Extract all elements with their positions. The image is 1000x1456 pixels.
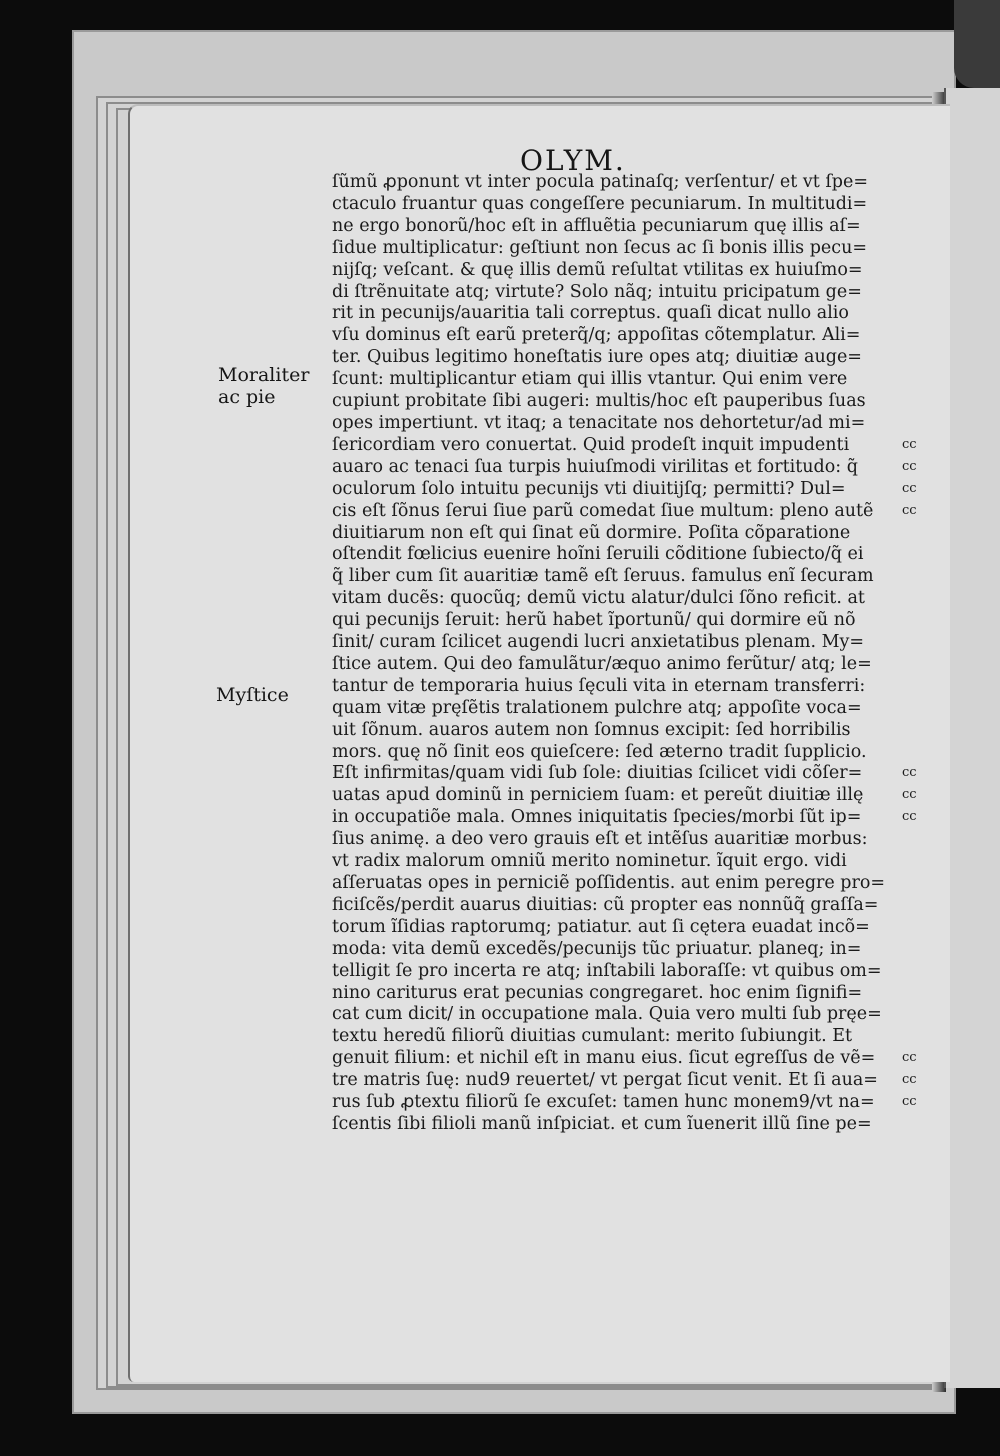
text-line: cat cum dicit/ in occupatione mala. Quia vero multi ſub pręe=: [332, 1004, 882, 1025]
text-line: in occupatiõe mala. Omnes iniquitatis ſpecies/morbi ſũt ip=: [332, 807, 862, 828]
text-line: nino cariturus erat pecunias congregaret. hoc enim ſignifi=: [332, 982, 863, 1003]
quotation-mark: cc: [902, 1050, 917, 1065]
text-line: ſũmũ ꝓponunt vt inter pocula patinaſq; verſentur/ et vt ſpe=: [332, 172, 869, 192]
text-line: textu heredũ filiorũ diuitias cumulant: merito ſubiungit. Et: [332, 1026, 853, 1047]
binding-ribbon: [954, 0, 1000, 88]
text-line: rus ſub ꝓtextu filiorũ ſe excuſet: tamen hunc monem9/vt na=: [332, 1092, 875, 1113]
quotation-mark: cc: [902, 765, 917, 781]
text-line: q̃ liber cum ſit auaritiæ tamẽ eſt ſeruus. famulus enĩ ſecuram: [332, 566, 874, 587]
quotation-mark: cc: [902, 809, 917, 825]
text-line: auaro ac tenaci ſua turpis huiuſmodi virilitas et fortitudo: q̃: [332, 456, 858, 477]
text-line: torum ĩſidias raptorumq; patiatur. aut ſi cętera euadat incõ=: [332, 916, 870, 937]
text-line: ſtice autem. Qui deo famulãtur/æquo animo ferũtur/ atq; le=: [332, 653, 872, 674]
text-line: aſſeruatas opes in perniciẽ poſſidentis. aut enim peregre pro=: [332, 873, 886, 893]
text-line: ſinit/ curam ſcilicet augendi lucri anxietatibus plenam. My=: [332, 632, 865, 653]
text-line: tre matris ſuę: nud9 reuertet/ vt pergat ſicut venit. Et ſi aua=: [332, 1070, 878, 1091]
text-line: Eſt infirmitas/quam vidi ſub ſole: diuitias ſcilicet vidi cõſer=: [332, 763, 863, 784]
text-line: vſu dominus eſt earũ preterq̃/q; appoſitas cõtemplatur. Ali=: [332, 325, 861, 346]
text-line: genuit filium: et nichil eſt in manu eius. ſicut egreſſus de vẽ=: [332, 1048, 876, 1069]
text-line: ſcunt: multiplicantur etiam qui illis vtantur. Qui enim vere: [332, 369, 848, 390]
text-line: uatas apud dominũ in perniciem ſuam: et pereũt diuitiæ illę: [332, 785, 864, 806]
facing-page-edge: [944, 88, 1000, 1388]
text-line: mors. quę nõ ſinit eos quieſcere: ſed æterno tradit ſupplicio.: [332, 741, 867, 762]
quotation-mark: cc: [902, 787, 917, 803]
body-text-block: [332, 172, 902, 1136]
text-line: oculorum ſolo intuitu pecunijs vti diuitijſq; permitti? Dul=: [332, 478, 846, 499]
text-line: diuitiarum non eſt qui ſinat eũ dormire. Poſita cõparatione: [332, 522, 851, 543]
quotation-mark: cc: [902, 1093, 917, 1109]
quotation-mark: cc: [902, 502, 917, 518]
text-line: opes impertiunt. vt itaq; a tenacitate nos dehortetur/ad mi=: [332, 412, 866, 433]
running-title: OLYM.: [520, 144, 626, 177]
margin-note-line: ac pie: [218, 386, 276, 408]
text-line: ne ergo bonorũ/hoc eſt in affluẽtia pecuniarum quę illis aſ=: [332, 215, 861, 236]
text-line: vt radix malorum omniũ merito nominetur. ĩquit ergo. vidi: [332, 851, 847, 872]
text-line: qui pecunijs ſeruit: herũ habet ĩportunũ/ qui dormire eũ nõ: [332, 610, 856, 631]
text-line: ctaculo fruantur quas congeſſere pecuniarum. In multitudi=: [332, 193, 868, 214]
text-line: nijſq; veſcant. & quę illis demũ reſultat vtilitas ex huiuſmo=: [332, 259, 863, 280]
quotation-mark: cc: [902, 458, 917, 474]
text-line: ſcentis ſibi filioli manũ inſpiciat. et cum ĩuenerit illũ ſine pe=: [332, 1113, 872, 1134]
text-line: tantur de temporaria huius ſęculi vita in eternam transferri:: [332, 675, 866, 696]
text-line: oſtendit fœlicius euenire hoĩni ſeruili cõditione ſubiecto/q̃ ei: [332, 544, 864, 565]
text-line: ficiſcẽs/perdit auarus diuitias: cũ propter eas nonnũq̃ graſſa=: [332, 894, 879, 915]
text-line: ter. Quibus legitimo honeſtatis iure opes atq; diuitiæ auge=: [332, 347, 862, 368]
text-line: ſericordiam vero conuertat. Quid prodeſt inquit impudenti: [332, 434, 850, 455]
text-line: quam vitæ pręſẽtis tralationem pulchre atq; appoſite voca=: [332, 697, 862, 718]
text-line: rit in pecunijs/auaritia tali correptus. quaſi dicat nullo alio: [332, 303, 849, 324]
margin-note-mystice: Myſtice: [216, 684, 289, 706]
text-line: cupiunt probitate ſibi augeri: multis/hoc eſt pauperibus ſuas: [332, 391, 866, 412]
text-line: ſidue multiplicatur: geſtiunt non ſecus ac ſi bonis illis pecu=: [332, 237, 868, 258]
text-line: telligit ſe pro incerta re atq; inſtabili laboraſſe: vt quibus om=: [332, 960, 882, 981]
margin-note-moraliter: [218, 364, 309, 408]
margin-note-line: Moraliter: [218, 364, 310, 386]
quotation-mark: cc: [902, 1071, 917, 1087]
quotation-mark: cc: [902, 480, 917, 496]
text-line: cis eſt ſõnus ſerui ſiue parũ comedat ſiue multum: pleno autẽ: [332, 500, 874, 521]
text-line: di ſtrẽnuitate atq; virtute? Solo nãq; intuitu pricipatum ge=: [332, 281, 862, 302]
text-line: moda: vita demũ excedẽs/pecunijs tũc priuatur. planeq; in=: [332, 938, 862, 959]
text-line: vitam ducẽs: quocũq; demũ victu alatur/dulci ſõno reficit. at: [332, 588, 865, 609]
text-line: uit ſõnum. auaros autem non ſomnus excipit: ſed horribilis: [332, 719, 851, 740]
text-line: ſius animę. a deo vero grauis eſt et intẽſus auaritiæ morbus:: [332, 829, 868, 850]
quotation-mark: cc: [902, 436, 917, 452]
